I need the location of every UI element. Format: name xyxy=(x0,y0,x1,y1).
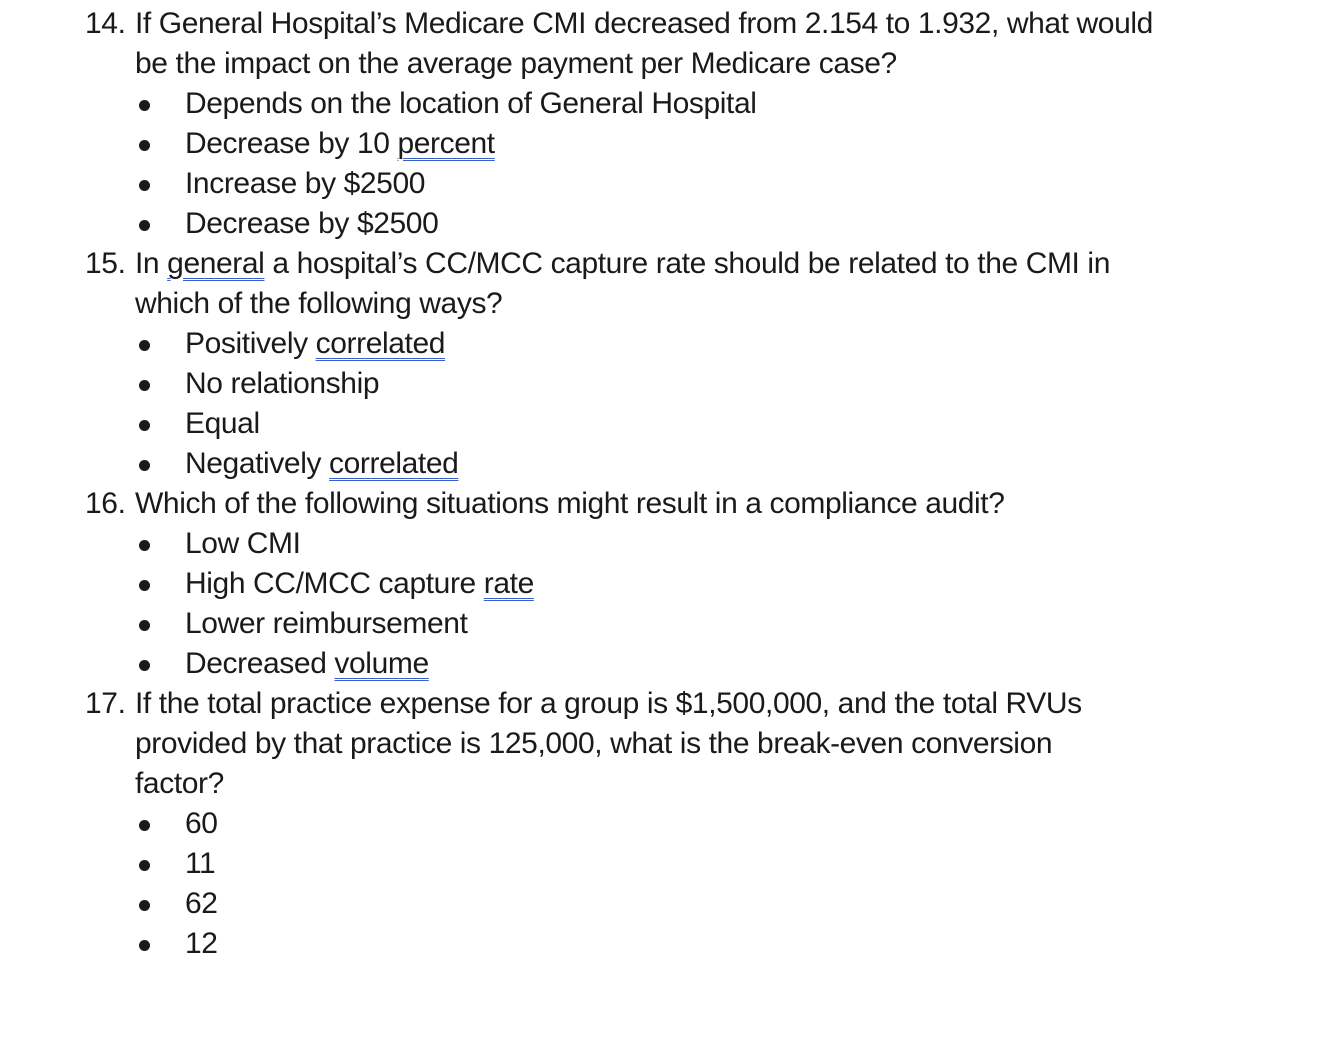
option-text: Negatively correlated xyxy=(185,447,459,480)
question-text: Which of the following situations might result in a compliance audit? xyxy=(135,487,1005,520)
bullet-icon xyxy=(139,420,150,431)
question-number: 15. xyxy=(85,247,126,280)
answer-option xyxy=(0,924,1336,964)
answer-option xyxy=(0,844,1336,884)
answer-option xyxy=(0,444,1336,484)
option-text: Low CMI xyxy=(185,527,301,560)
spellcheck-marked-word: correlated xyxy=(315,327,446,360)
answer-option xyxy=(0,364,1336,404)
bullet-icon xyxy=(139,460,150,471)
option-text: Decreased volume xyxy=(185,647,429,680)
question-14-line-1 xyxy=(0,4,1336,44)
question-document xyxy=(0,4,1336,964)
answer-option xyxy=(0,124,1336,164)
question-15-line-1 xyxy=(0,244,1336,284)
option-text: Positively correlated xyxy=(185,327,446,360)
option-text: No relationship xyxy=(185,367,380,400)
bullet-icon xyxy=(139,540,150,551)
option-text: Decrease by 10 percent xyxy=(185,127,495,160)
bullet-icon xyxy=(139,660,150,671)
question-14-line-2 xyxy=(0,44,1336,84)
bullet-icon xyxy=(139,940,150,951)
option-text: 62 xyxy=(185,887,218,920)
question-16-line-1 xyxy=(0,484,1336,524)
answer-option xyxy=(0,804,1336,844)
spellcheck-marked-word: rate xyxy=(483,567,534,600)
question-text: If the total practice expense for a group is $1,500,000, and the total RVUs xyxy=(135,687,1082,720)
question-text: which of the following ways? xyxy=(135,287,503,320)
option-text: Lower reimbursement xyxy=(185,607,468,640)
question-17-line-3 xyxy=(0,764,1336,804)
bullet-icon xyxy=(139,180,150,191)
bullet-icon xyxy=(139,620,150,631)
spellcheck-marked-word: general xyxy=(167,247,265,280)
question-text: factor? xyxy=(135,767,224,800)
answer-option xyxy=(0,524,1336,564)
bullet-icon xyxy=(139,380,150,391)
question-number: 14. xyxy=(85,7,126,40)
spellcheck-marked-word: correlated xyxy=(329,447,459,480)
bullet-icon xyxy=(139,900,150,911)
answer-option xyxy=(0,564,1336,604)
question-text: be the impact on the average payment per Medicare case? xyxy=(135,47,897,80)
question-text: In general a hospital’s CC/MCC capture rate should be related to the CMI in xyxy=(135,247,1110,280)
answer-option xyxy=(0,164,1336,204)
answer-option xyxy=(0,204,1336,244)
option-text: Decrease by $2500 xyxy=(185,207,439,240)
question-15-line-2 xyxy=(0,284,1336,324)
option-text: Depends on the location of General Hospital xyxy=(185,87,757,120)
question-text: provided by that practice is 125,000, what is the break-even conversion xyxy=(135,727,1053,760)
option-text: High CC/MCC capture rate xyxy=(185,567,534,600)
option-text: 12 xyxy=(185,927,218,960)
question-number: 17. xyxy=(85,687,126,720)
option-text: Increase by $2500 xyxy=(185,167,426,200)
answer-option xyxy=(0,324,1336,364)
bullet-icon xyxy=(139,580,150,591)
bullet-icon xyxy=(139,820,150,831)
question-text: If General Hospital’s Medicare CMI decreased from 2.154 to 1.932, what would xyxy=(135,7,1153,40)
question-17-line-1 xyxy=(0,684,1336,724)
spellcheck-marked-word: volume xyxy=(334,647,429,680)
bullet-icon xyxy=(139,860,150,871)
option-text: Equal xyxy=(185,407,260,440)
option-text: 60 xyxy=(185,807,218,840)
answer-option xyxy=(0,404,1336,444)
question-17-line-2 xyxy=(0,724,1336,764)
bullet-icon xyxy=(139,220,150,231)
bullet-icon xyxy=(139,100,150,111)
answer-option xyxy=(0,644,1336,684)
answer-option xyxy=(0,84,1336,124)
spellcheck-marked-word: percent xyxy=(397,127,495,160)
option-text: 11 xyxy=(185,847,216,880)
bullet-icon xyxy=(139,140,150,151)
answer-option xyxy=(0,604,1336,644)
answer-option xyxy=(0,884,1336,924)
bullet-icon xyxy=(139,340,150,351)
question-number: 16. xyxy=(85,487,126,520)
